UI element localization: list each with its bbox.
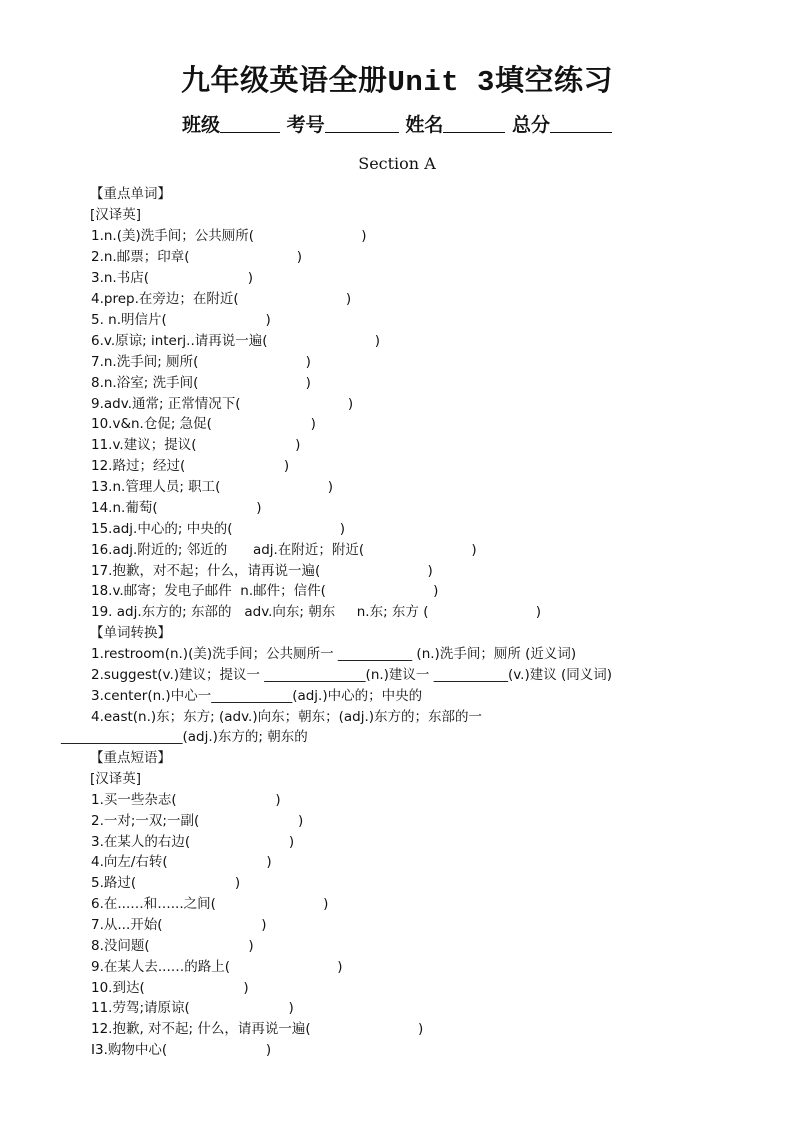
vocab-item: 13.n.管理人员; 职工( )	[91, 479, 333, 495]
vocab-item: 11.v.建议；提议( )	[91, 437, 301, 453]
class-label: 班级	[182, 114, 221, 136]
vocab-item: 10.v&n.仓促; 急促( )	[91, 416, 316, 432]
vocab-item: 9.adv.通常; 正常情况下( )	[91, 396, 354, 412]
phrase-item: 4.向左/右转( )	[91, 854, 272, 870]
class-blank[interactable]	[220, 114, 280, 133]
conversion-item: 2.suggest(v.)建议；提议一 _______________(n.)建议一 ___________(v.)建议 (同义词)	[91, 667, 613, 683]
phrase-item: 5.路过( )	[91, 875, 241, 891]
vocab-item: 2.n.邮票；印章( )	[91, 249, 303, 265]
phrase-item: 9.在某人去...…的路上( )	[91, 959, 343, 975]
vocab-item: 5. n.明信片( )	[91, 312, 271, 328]
vocab-item: 1.n.(美)洗手间；公共厕所( )	[91, 228, 367, 244]
phrase-item: I3.购物中心( )	[91, 1042, 272, 1058]
number-label: 考号	[286, 114, 325, 136]
phrases-subheading: [汉译英]	[90, 771, 142, 787]
name-label: 姓名	[405, 114, 444, 136]
vocab-item: 15.adj.中心的; 中央的( )	[91, 521, 346, 537]
vocab-item: 6.v.原谅; interj..请再说一遍( )	[91, 333, 381, 349]
vocab-item: 12.路过；经过( )	[91, 458, 290, 474]
vocab-item: 19. adj.东方的; 东部的 adv.向东; 朝东 n.东; 东方 ( )	[91, 604, 542, 620]
phrase-item: 10.到达( )	[91, 980, 249, 996]
vocab-item: 17.抱歉，对不起；什么，请再说一遍( )	[91, 563, 433, 579]
vocab-item: 18.v.邮寄；发电子邮件 n.邮件；信件( )	[91, 583, 439, 599]
vocab-subheading: [汉译英]	[90, 207, 142, 223]
vocab-item: 7.n.洗手间; 厕所( )	[91, 354, 311, 370]
conversion-item: 4.east(n.)东；东方; (adv.)向东；朝东；(adj.)东方的；东部的一	[91, 709, 483, 725]
conversion-item-continuation: __________________(adj.)东方的; 朝东的	[61, 729, 308, 745]
vocab-item: 8.n.浴室; 洗手间( )	[91, 375, 311, 391]
phrase-item: 8.没问题( )	[91, 938, 254, 954]
vocab-item: 4.prep.在旁边；在附近( )	[91, 291, 352, 307]
name-blank[interactable]	[443, 114, 505, 133]
vocab-item: 16.adj.附近的; 邻近的 adj.在附近；附近( )	[91, 542, 477, 558]
phrase-item: 11.劳驾;请原谅( )	[91, 1000, 294, 1016]
score-blank[interactable]	[550, 114, 612, 133]
vocab-heading: 【重点单词】	[90, 186, 171, 202]
conversion-heading: 【单词转换】	[90, 625, 171, 641]
score-label: 总分	[511, 114, 550, 136]
page-title: 九年级英语全册Unit 3填空练习	[181, 63, 613, 99]
phrase-item: 12.抱歉, 对不起; 什么，请再说一遍( )	[91, 1021, 424, 1037]
conversion-item: 3.center(n.)中心一____________(adj.)中心的；中央的	[91, 688, 423, 704]
section-title: Section A	[358, 154, 436, 173]
number-blank[interactable]	[325, 114, 399, 133]
phrase-item: 7.从...开始( )	[91, 917, 267, 933]
phrase-item: 3.在某人的右边( )	[91, 834, 295, 850]
vocab-item: 14.n.葡萄( )	[91, 500, 262, 516]
phrase-item: 2.一对;一双;一副( )	[91, 813, 304, 829]
vocab-item: 3.n.书店( )	[91, 270, 253, 286]
conversion-item: 1.restroom(n.)(美)洗手间；公共厕所一 ___________ (n.)洗手间；厕所 (近义词)	[91, 646, 577, 662]
phrases-heading: 【重点短语】	[90, 750, 171, 766]
phrase-item: 1.买一些杂志( )	[91, 792, 281, 808]
student-info-line	[0, 110, 794, 137]
phrase-item: 6.在...…和…...之间( )	[91, 896, 329, 912]
